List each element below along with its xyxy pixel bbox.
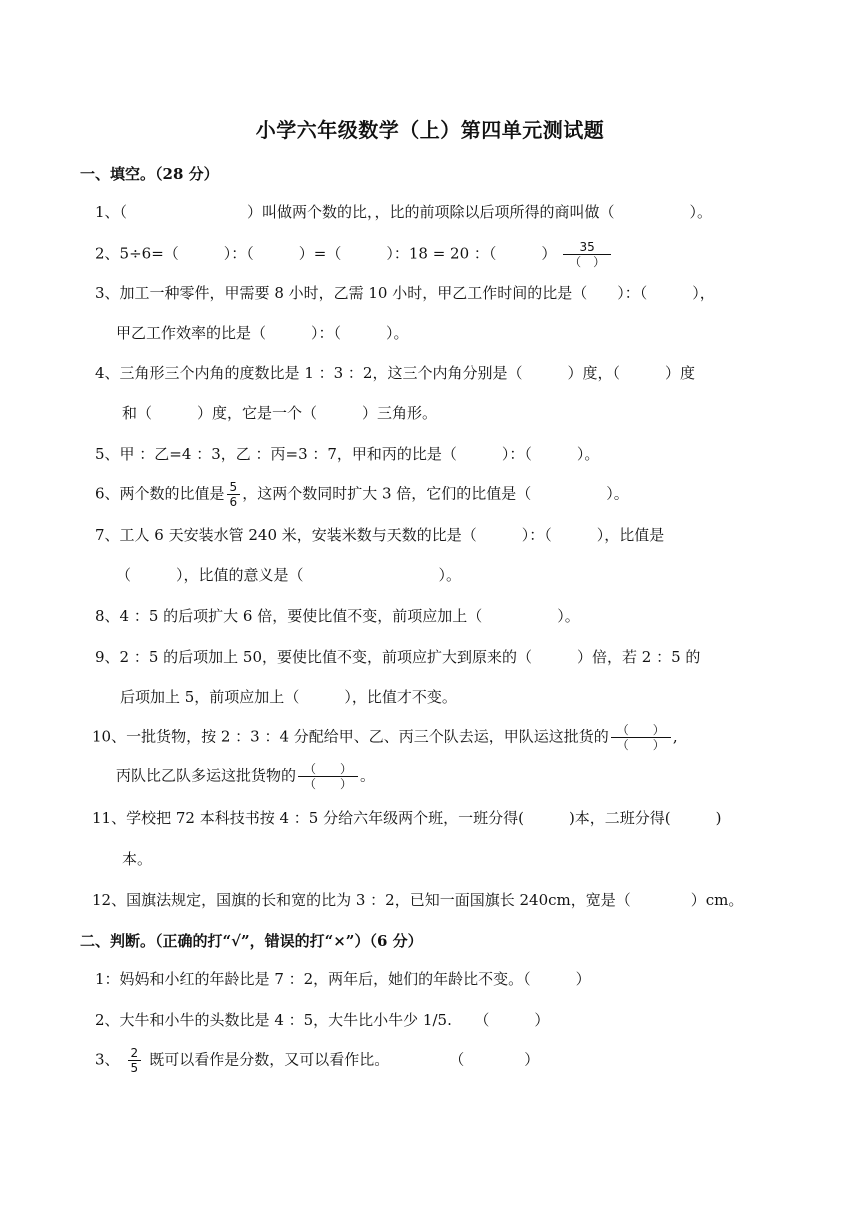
question-4-line-2: 和（ ）度，它是一个（ ）三角形。 — [122, 404, 438, 422]
question-11-line-2: 本。 — [122, 850, 153, 868]
question-10-comma: , — [672, 727, 678, 746]
section-fill-blank-heading: 一、填空。（28 分） — [80, 165, 219, 183]
question-9-line-1: 9、2 ：5 的后项加上 50，要使比值不变，前项应扩大到原来的（ ）倍，若 2 ：5 的 — [95, 648, 701, 666]
question-2 — [95, 240, 613, 269]
question-6-text-before: 6、两个数的比值是 — [95, 484, 225, 503]
question-10-period: 。 — [360, 766, 376, 785]
judgement-2: 2、大牛和小牛的头数比是 4 ：5，大牛比小牛少 1/5. （ ） — [95, 1011, 550, 1029]
question-7-line-2: （ ），比值的意义是（ ）。 — [116, 566, 462, 584]
fraction-numerator: 35 — [563, 240, 611, 255]
question-12: 12、国旗法规定，国旗的长和宽的比为 3 ：2，已知一面国旗长 240cm，宽是（ ）cm。 — [92, 891, 744, 909]
fraction-numerator: 5 — [227, 480, 241, 495]
fraction-numerator: （ ） — [298, 762, 358, 777]
question-10-fraction-1 — [611, 723, 671, 752]
question-10-text-1: 10、一批货物，按 2 ：3 ：4 分配给甲、乙、丙三个队去运，甲队运这批货的 — [92, 727, 609, 746]
question-3-line-1: 3、加工一种零件，甲需要 8 小时，乙需 10 小时，甲乙工作时间的比是（ ）：（ ）， — [95, 284, 715, 302]
question-10-line-1 — [92, 723, 678, 752]
question-6-text-after: ，这两个数同时扩大 3 倍，它们的比值是（ ）。 — [242, 484, 629, 503]
question-9-line-2: 后项加上 5，前项应加上（ ），比值才不变。 — [120, 688, 457, 706]
fraction-numerator: （ ） — [611, 723, 671, 738]
question-2-text: 2、5÷6=（ ）：（ ）=（ ）：18 = 20 ：（ ） — [95, 244, 557, 263]
judgement-1: 1：妈妈和小红的年龄比是 7 ：2，两年后，她们的年龄比不变。（ ） — [95, 970, 591, 988]
question-1: 1、（ ）叫做两个数的比，，比的前项除以后项所得的商叫做（ ）。 — [95, 203, 713, 221]
question-11-line-1: 11、学校把 72 本科技书按 4 ：5 分给六年级两个班，一班分得( )本，二班分得( ) — [92, 809, 722, 827]
judgement-3-fraction — [128, 1046, 142, 1075]
question-10-text-2: 丙队比乙队多运这批货物的 — [116, 766, 297, 785]
question-7-line-1: 7、工人 6 天安装水管 240 米，安装米数与天数的比是（ ）：（ ），比值是 — [95, 526, 665, 544]
question-3-line-2: 甲乙工作效率的比是（ ）：（ ）。 — [116, 324, 409, 342]
fraction-denominator: 5 — [130, 1061, 139, 1075]
question-2-fraction — [563, 240, 611, 269]
judgement-3-number: 3、 — [95, 1050, 120, 1069]
question-8: 8、4 ：5 的后项扩大 6 倍，要使比值不变，前项应加上（ ）。 — [95, 607, 580, 625]
fraction-denominator: （ ） — [304, 777, 353, 791]
section-judgement-heading: 二、判断。（正确的打“√”，错误的打“×”）（6 分） — [80, 932, 423, 950]
fraction-denominator: （ ） — [616, 738, 665, 752]
judgement-3-text: 既可以看作是分数，又可以看作比。 （ ） — [149, 1050, 540, 1069]
fraction-denominator: 6 — [229, 495, 238, 509]
fraction-numerator: 2 — [128, 1046, 142, 1061]
question-4-line-1: 4、三角形三个内角的度数比是 1 ：3 ：2，这三个内角分别是（ ）度，（ ）度 — [95, 364, 695, 382]
question-5: 5、甲 ：乙=4 ：3，乙 ：丙=3 ：7，甲和丙的比是（ ）：（ ）。 — [95, 445, 600, 463]
page-title: 小学六年级数学（上）第四单元测试题 — [255, 118, 605, 142]
question-10-line-2 — [116, 762, 375, 791]
judgement-3 — [95, 1046, 539, 1075]
fraction-denominator: （ ） — [569, 255, 606, 269]
question-6 — [95, 480, 629, 509]
question-6-fraction — [227, 480, 241, 509]
question-10-fraction-2 — [298, 762, 358, 791]
